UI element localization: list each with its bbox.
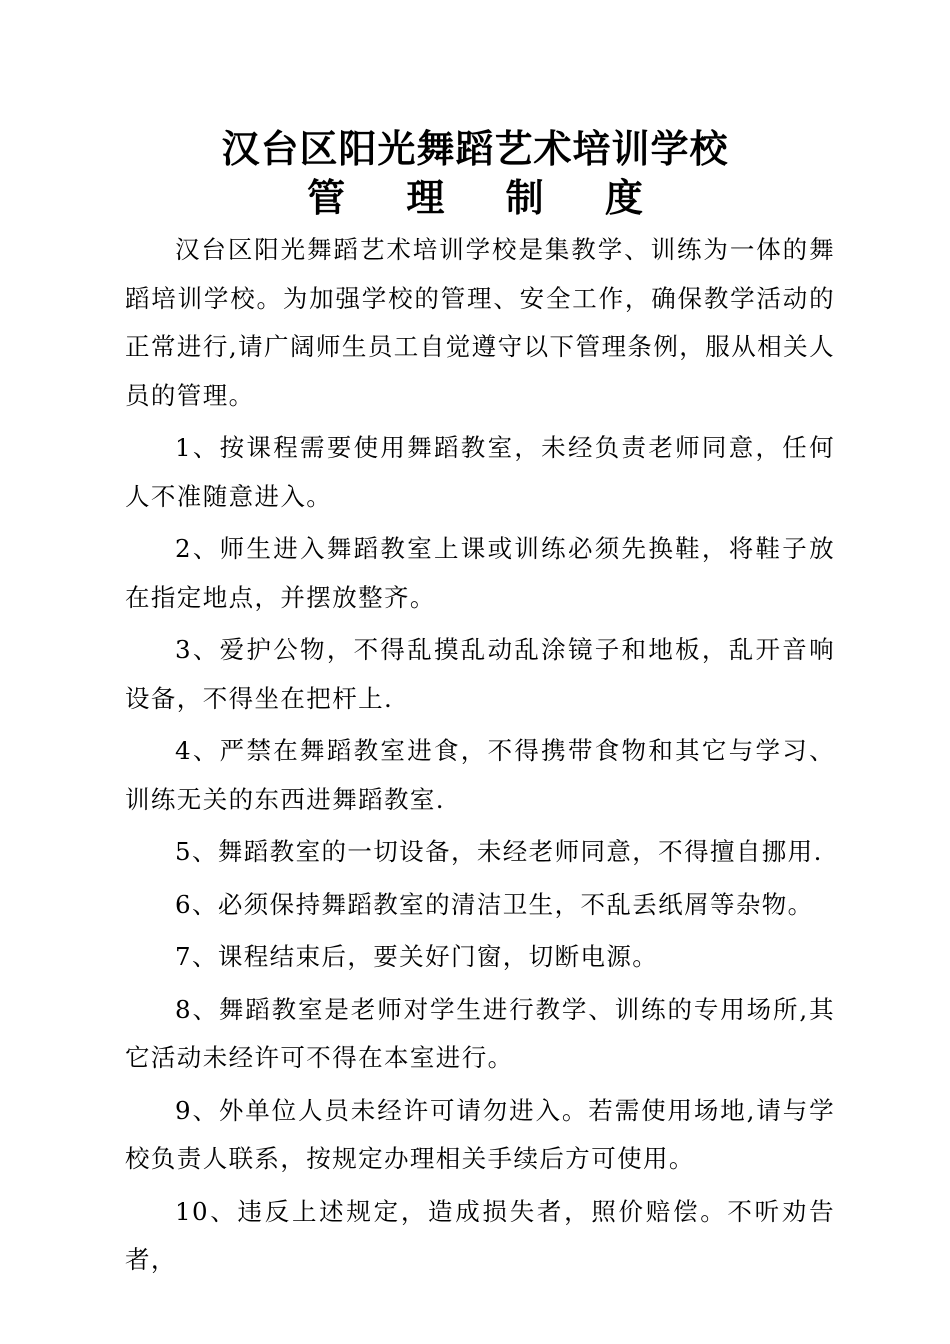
document-subtitle: 管 理 制 度 [307,176,667,220]
document-title: 汉台区阳光舞蹈艺术培训学校 [221,127,729,171]
document-body [125,226,835,1285]
rule-item-5: 5、舞蹈教室的一切设备，未经老师同意，不得擅自挪用. [175,837,823,866]
rule-item-7: 7、课程结束后，要关好门窗，切断电源。 [175,942,659,971]
rule-item-1: 1、按课程需要使用舞蹈教室，未经负责老师同意，任何人不准随意进入。 [125,433,835,511]
intro-paragraph: 汉台区阳光舞蹈艺术培训学校是集教学、训练为一体的舞蹈培训学校。为加强学校的管理、安全工作，确保教学活动的正常进行,请广阔师生员工自觉遵守以下管理条例，服从相关人员的管理。 [125,235,835,410]
rule-item-10: 10、违反上述规定，造成损失者，照价赔偿。不听劝告者， [125,1196,835,1274]
rule-item-2: 2、师生进入舞蹈教室上课或训练必须先换鞋，将鞋子放在指定地点，并摆放整齐。 [125,534,835,612]
rule-item-8: 8、舞蹈教室是老师对学生进行教学、训练的专用场所,其它活动未经许可不得在本室进行。 [125,994,835,1072]
rule-item-3: 3、爱护公物，不得乱摸乱动乱涂镜子和地板，乱开音响设备，不得坐在把杆上. [125,635,835,713]
rule-item-4: 4、严禁在舞蹈教室进食，不得携带食物和其它与学习、训练无关的东西进舞蹈教室. [125,736,835,814]
rule-item-6: 6、必须保持舞蹈教室的清洁卫生，不乱丢纸屑等杂物。 [175,889,814,919]
rule-item-9: 9、外单位人员未经许可请勿进入。若需使用场地,请与学校负责人联系，按规定办理相关手续后方可使用。 [125,1095,835,1173]
